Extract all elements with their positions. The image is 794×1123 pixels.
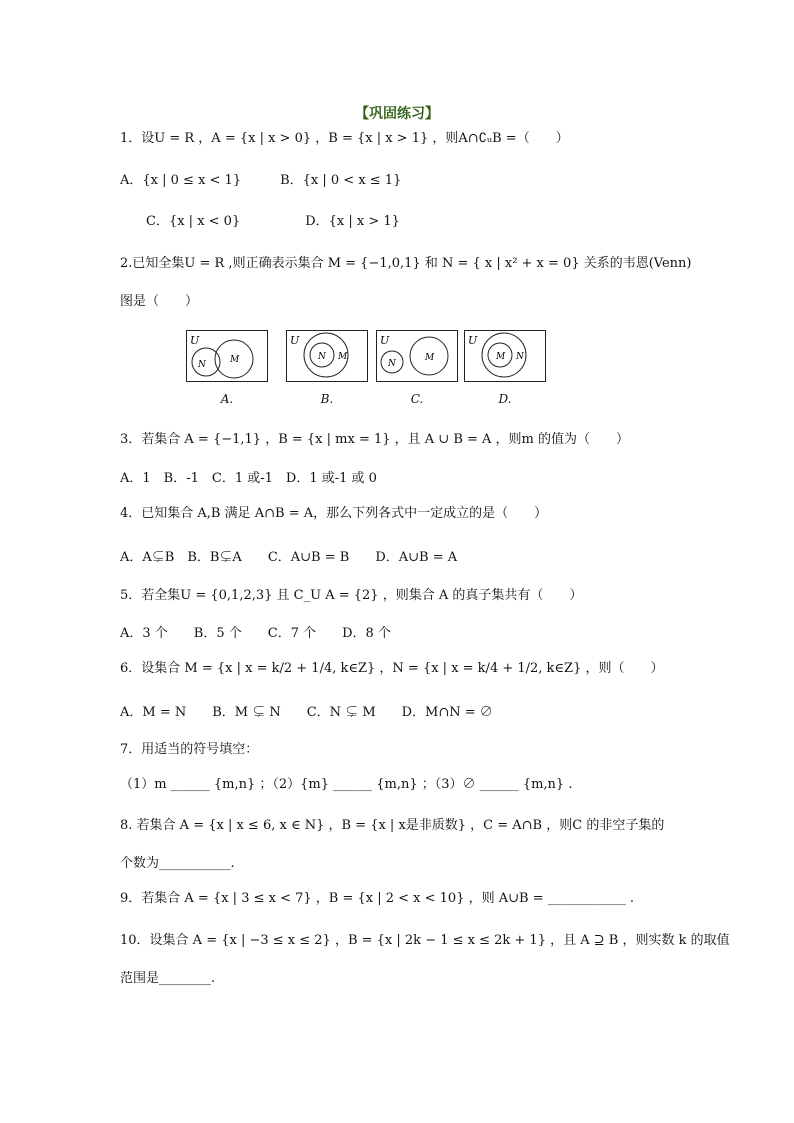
q3-options: A．1 B．-1 C．1 或-1 D．1 或-1 或 0 [120,471,377,486]
venn-option-b [286,330,368,406]
venn-c-u: U [380,334,390,347]
q3-stem: 3．若集合 A = {−1,1} ，B = {x | mx = 1} ，且 A ∪ B = A ，则m 的值为（ ） [120,432,630,447]
q10-stem: 10．设集合 A = {x | −3 ≤ x ≤ 2} ，B = {x | 2k − 1 ≤ x ≤ 2k + 1} ，且 A ⊇ B ，则实数 k 的取值 [120,933,730,948]
venn-a-u: U [190,334,200,347]
q8-stem-cont: 个数为___________. [120,856,235,871]
q1-options-cd: C．{x | x < 0} D．{x | x > 1} [146,214,400,229]
venn-b-figure [286,330,368,382]
venn-b-label: B. [320,392,334,406]
venn-option-a [186,330,268,406]
venn-b-m: M [338,352,348,362]
venn-c-label: C. [410,392,424,406]
venn-c-figure [376,330,458,382]
q9-stem: 9．若集合 A = {x | 3 ≤ x < 7} ，B = {x | 2 < x < 10} ，则 A∪B = ____________ . [120,891,634,906]
section-title: 【巩固练习】 [355,106,439,122]
venn-d-figure [464,330,546,382]
q6-options: A．M = N B．M ⊊ N C．N ⊊ M D．M∩N = ∅ [120,705,493,720]
venn-c-m: M [425,353,435,363]
venn-a-m: M [230,355,240,365]
q1-stem: 1．设U = R ，A = {x | x > 0} ，B = {x | x > 1} ，则A∩∁ᵤB =（ ） [120,131,569,146]
q1-options-ab: A．{x | 0 ≤ x < 1} B．{x | 0 < x ≤ 1} [120,173,402,188]
venn-option-d [464,330,546,406]
q2-stem: 2.已知全集U = R ,则正确表示集合 M = {−1,0,1} 和 N = { x | x² + x = 0} 关系的韦恩(Venn) [120,256,692,271]
q10-stem-cont: 范围是________. [120,971,216,986]
venn-option-c [376,330,458,406]
venn-b-u: U [290,334,300,347]
venn-d-m: M [496,352,506,362]
q7-blanks: （1）m ______ {m,n} ；（2）{m} ______ {m,n} ；（3）∅ ______ {m,n} . [120,777,573,792]
venn-diagrams [186,330,548,410]
q5-options: A．3 个 B．5 个 C．7 个 D．8 个 [120,626,391,641]
venn-d-label: D. [498,392,512,406]
venn-a-n: N [198,360,206,370]
venn-a-figure [186,330,268,382]
q2-stem-cont: 图是（ ） [120,294,199,309]
q7-stem: 7．用适当的符号填空： [120,742,259,757]
q8-stem: 8. 若集合 A = {x | x ≤ 6, x ∈ N} ，B = {x | x是非质数} ，C = A∩B ，则C 的非空子集的 [120,818,665,833]
venn-d-u: U [468,334,478,347]
q5-stem: 5．若全集U = {0,1,2,3} 且 C_U A = {2} ，则集合 A 的真子集共有（ ） [120,588,583,603]
venn-c-n: N [388,359,396,369]
q6-stem: 6．设集合 M = {x | x = k/2 + 1/4, k∈Z} ，N = {x | x = k/4 + 1/2, k∈Z} ，则（ ） [120,661,664,676]
venn-b-n: N [318,352,326,362]
venn-d-n: N [516,352,524,362]
venn-a-label: A. [220,392,234,406]
q4-options: A．A⊊B B．B⊊A C．A∪B = B D．A∪B = A [120,550,458,565]
q4-stem: 4．已知集合 A,B 满足 A∩B = A，那么下列各式中一定成立的是（ ） [120,506,548,521]
